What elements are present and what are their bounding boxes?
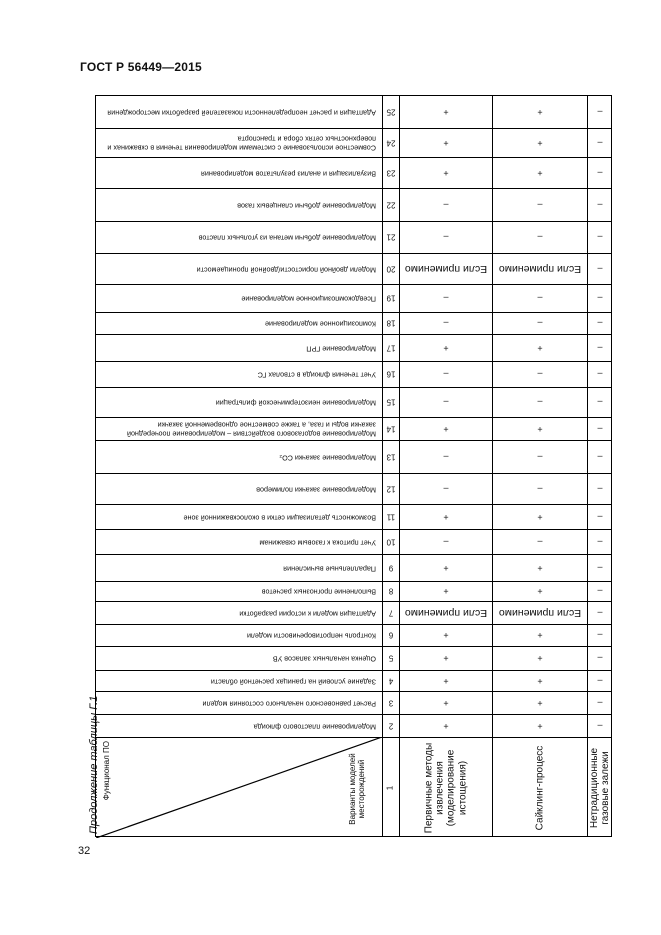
feature-text: Моделирование водогазового воздействия – моделирование поочередной закачки воды и газа, а также совместное одновременной закачки — [126, 420, 376, 439]
table-row-value — [587, 691, 613, 714]
value-text: + — [536, 342, 543, 353]
table-row-value — [492, 284, 587, 312]
value-text: + — [536, 511, 543, 522]
table-row-feature — [96, 624, 382, 646]
table-row-number — [382, 646, 399, 670]
table-row-feature — [96, 157, 382, 188]
table-row-value — [399, 504, 492, 529]
table-row-value — [587, 361, 613, 387]
value-text: + — [442, 342, 449, 353]
feature-text: Контроль непротиворечивости модели — [246, 631, 376, 641]
value-text: – — [442, 199, 449, 210]
table-row-value — [587, 714, 613, 737]
value-text: – — [442, 483, 449, 494]
table-row-value — [399, 334, 492, 361]
value-text: – — [597, 653, 603, 663]
table-row-number — [382, 334, 399, 361]
table-row-value — [399, 96, 492, 128]
table-row-value — [399, 529, 492, 554]
value-text: – — [597, 397, 603, 407]
value-text: – — [597, 697, 603, 708]
table-row-value — [587, 157, 613, 188]
table-row-value — [587, 440, 613, 473]
row-number-text: 12 — [386, 484, 395, 493]
row-number-text: 5 — [388, 653, 393, 663]
feature-text: Совместное использование с системами моделирования течения в скважинах и поверхностных сетях сбора и транспорта — [107, 134, 376, 153]
value-text: + — [442, 630, 449, 640]
table-row-number — [382, 504, 399, 529]
value-text: – — [597, 536, 603, 547]
table-row-number — [382, 473, 399, 504]
value-text: + — [536, 653, 543, 663]
value-text: Если применимо — [404, 606, 487, 619]
value-text: + — [442, 586, 449, 596]
table-row-value — [399, 646, 492, 670]
value-text: – — [597, 720, 603, 731]
table-row-number — [382, 284, 399, 312]
table-row-value — [492, 253, 587, 284]
row-number-text: 10 — [386, 537, 395, 546]
row-number-text: 24 — [386, 138, 395, 147]
table-row-value — [587, 387, 613, 417]
value-text: – — [536, 199, 543, 210]
value-text: + — [536, 137, 543, 148]
table-row-value — [399, 554, 492, 581]
value-text: + — [442, 107, 449, 117]
table-row-number — [382, 417, 399, 440]
value-text: + — [442, 697, 449, 708]
feature-text: Модели двойной пористости/двойной проницаемости — [196, 264, 376, 274]
row-number-text: 16 — [386, 369, 395, 379]
table-row-feature — [96, 691, 382, 714]
value-text: – — [536, 232, 543, 242]
table-row-value — [492, 221, 587, 253]
table-row-value — [587, 624, 613, 646]
row-number-text: 20 — [386, 264, 395, 273]
table-row-value — [492, 334, 587, 361]
value-text: + — [442, 562, 449, 573]
table-row-value — [492, 581, 587, 601]
table-row-number — [382, 624, 399, 646]
table-row-value — [587, 601, 613, 624]
value-text: – — [442, 397, 449, 407]
value-text: – — [442, 232, 449, 242]
table-row-value — [492, 473, 587, 504]
table-row-value — [587, 128, 613, 157]
table-row-number — [382, 221, 399, 253]
corner-top-label: Функционал ПО — [102, 741, 111, 801]
feature-text: Моделирование неизотермической фильтрации — [215, 398, 376, 408]
row-number-text: 7 — [388, 608, 393, 617]
row-number-text: 8 — [388, 586, 393, 596]
row-number-text: 2 — [388, 721, 393, 730]
value-text: + — [442, 675, 449, 686]
table-row-value — [587, 312, 613, 334]
table-row-value — [399, 473, 492, 504]
row-number-text: 18 — [386, 318, 395, 328]
table-row-number — [382, 714, 399, 737]
table-row-value — [492, 188, 587, 221]
table-row-value — [492, 504, 587, 529]
table-row-feature — [96, 417, 382, 440]
table-row-number — [382, 253, 399, 284]
feature-text: Учет притока к газовым скважинам — [259, 537, 376, 547]
table-row-value — [399, 691, 492, 714]
value-text: – — [597, 607, 603, 618]
table-row-feature — [96, 601, 382, 624]
value-text: – — [597, 318, 603, 328]
column-header — [399, 737, 492, 838]
table-row-value — [587, 221, 613, 253]
table-row-value — [399, 440, 492, 473]
table-row-value — [587, 188, 613, 221]
feature-text: Учет течения флюида в стволах ГС — [257, 370, 376, 380]
value-text: – — [597, 263, 603, 274]
row-number-text: 15 — [386, 397, 395, 407]
value-text: – — [536, 318, 543, 328]
table-row-number — [382, 670, 399, 691]
value-text: – — [442, 369, 449, 379]
table-row-number — [382, 601, 399, 624]
value-text: – — [536, 483, 543, 494]
table-row-value — [399, 581, 492, 601]
feature-text: Композиционное моделирование — [265, 319, 376, 329]
table-row-value — [492, 417, 587, 440]
feature-text: Задание условий на границах расчетной области — [210, 676, 376, 686]
table-row-feature — [96, 253, 382, 284]
table-row-feature — [96, 554, 382, 581]
table-row-value — [587, 554, 613, 581]
row-number-text: 9 — [388, 563, 393, 572]
table-row-value — [587, 646, 613, 670]
table-row-value — [399, 387, 492, 417]
row-number-text: 21 — [386, 232, 395, 242]
table-row-value — [399, 312, 492, 334]
table-row-value — [492, 670, 587, 691]
value-text: – — [597, 137, 603, 148]
feature-text: Расчет равновесного начального состояния модели — [202, 698, 376, 708]
table-row-number — [382, 529, 399, 554]
table-row-value — [492, 312, 587, 334]
table-row-feature — [96, 581, 382, 601]
feature-text: Моделирование пластового флюида — [253, 721, 376, 731]
feature-text: Оценка начальных запасов УВ — [272, 654, 376, 664]
table-caption: Продолжение таблицы Г.1 — [88, 695, 100, 834]
row-number-text: 19 — [386, 293, 395, 303]
table-row-number — [382, 691, 399, 714]
row-number-text: 13 — [386, 452, 395, 461]
table-row-value — [399, 253, 492, 284]
table-row-value — [399, 714, 492, 737]
table-row-feature — [96, 504, 382, 529]
value-text: + — [536, 167, 543, 178]
value-text: + — [536, 586, 543, 596]
table-row-value — [492, 691, 587, 714]
value-text: – — [536, 369, 543, 379]
value-text: – — [442, 293, 449, 303]
value-text: – — [597, 423, 603, 434]
feature-text: Адаптация модели к истории разработки — [239, 608, 376, 618]
table-row-feature — [96, 714, 382, 737]
value-text: + — [536, 423, 543, 434]
table-row-number — [382, 554, 399, 581]
value-text: – — [597, 675, 603, 686]
value-text: – — [597, 107, 603, 117]
table-row-number — [382, 440, 399, 473]
value-text: – — [597, 586, 603, 596]
table-row-value — [492, 554, 587, 581]
table-row-feature — [96, 440, 382, 473]
table-row-feature — [96, 529, 382, 554]
table-row-feature — [96, 670, 382, 691]
table-row-value — [587, 417, 613, 440]
value-text: – — [536, 451, 543, 462]
table-row-feature — [96, 188, 382, 221]
row-number-text: 23 — [386, 168, 395, 177]
row-number-text: 11 — [386, 512, 395, 521]
row-number-text: 25 — [386, 107, 395, 117]
row-number-text: 22 — [386, 200, 395, 209]
corner-bottom-label: Варианты моделей месторождений — [348, 753, 367, 825]
value-text: – — [597, 293, 603, 303]
table-row-feature — [96, 387, 382, 417]
feature-text: Моделирование закачки CO₂ — [279, 452, 376, 462]
value-text: – — [442, 451, 449, 462]
column-header-text: Нетрадиционные газовые залежи — [588, 747, 611, 828]
table-row-value — [492, 624, 587, 646]
value-text: – — [597, 483, 603, 494]
feature-text: Моделирование закачки полимеров — [256, 484, 376, 494]
value-text: – — [597, 199, 603, 210]
row-number-text: 17 — [386, 343, 395, 352]
row-number-text: 6 — [388, 630, 393, 640]
table-row-number — [382, 157, 399, 188]
table-row-value — [587, 253, 613, 284]
row-number-text: 14 — [386, 424, 395, 433]
value-text: Если применимо — [404, 262, 487, 275]
table-row-value — [399, 670, 492, 691]
table-row-value — [399, 601, 492, 624]
table-row-value — [587, 473, 613, 504]
value-text: + — [442, 511, 449, 522]
feature-text: Моделирование ГРП — [306, 343, 376, 353]
value-text: + — [536, 697, 543, 708]
value-text: – — [536, 397, 543, 407]
table-row-value — [399, 221, 492, 253]
table-row-value — [399, 157, 492, 188]
value-text: – — [597, 511, 603, 522]
feature-text: Псевдокомпозиционное моделирование — [241, 294, 376, 304]
table-row-value — [587, 670, 613, 691]
value-text: – — [597, 342, 603, 353]
feature-text: Моделирование добычи метана из угольных пластов — [198, 233, 376, 243]
value-text: + — [536, 675, 543, 686]
table-row-value — [492, 529, 587, 554]
value-text: – — [597, 562, 603, 573]
table-row-value — [492, 361, 587, 387]
value-text: Если применимо — [498, 606, 581, 619]
feature-text: Выполнение прогнозных расчетов — [261, 587, 376, 597]
table-row-value — [587, 581, 613, 601]
table-row-value — [587, 284, 613, 312]
table-row-value — [492, 96, 587, 128]
feature-text: Адаптация и расчет неопределенности показателей разработки месторождения — [107, 108, 376, 118]
table-row-number — [382, 581, 399, 601]
page-number: 32 — [78, 845, 91, 857]
column-header-text: Первичные методы извлечения (моделирование истощения) — [423, 742, 468, 833]
table-row-value — [587, 504, 613, 529]
table-row-value — [399, 361, 492, 387]
column-header — [492, 737, 587, 838]
table-row-number — [382, 387, 399, 417]
value-text: + — [442, 653, 449, 663]
table-row-value — [399, 284, 492, 312]
row-number-text: 4 — [388, 676, 393, 685]
value-text: + — [442, 167, 449, 178]
table-row-feature — [96, 361, 382, 387]
header-number-text: 1 — [385, 785, 395, 790]
table-row-feature — [96, 646, 382, 670]
value-text: + — [442, 137, 449, 148]
table-row-feature — [96, 334, 382, 361]
table-row-feature — [96, 128, 382, 157]
feature-text: Возможность детализации сетки в околоскважинной зоне — [183, 512, 376, 522]
feature-text: Визуализация и анализ результатов моделирования — [200, 168, 376, 178]
table-row-feature — [96, 284, 382, 312]
table-row-value — [399, 128, 492, 157]
feature-text: Моделирование добычи сланцевых газов — [237, 200, 376, 210]
table-row-value — [399, 188, 492, 221]
table-row-value — [587, 529, 613, 554]
value-text: – — [597, 451, 603, 462]
table-row-number — [382, 96, 399, 128]
table-row-value — [587, 334, 613, 361]
column-header-text: Сайклинг-процесс — [533, 745, 545, 830]
value-text: + — [536, 107, 543, 117]
page-header: ГОСТ Р 56449—2015 — [80, 60, 202, 74]
diagonal-line — [96, 737, 382, 838]
table-row-value — [399, 417, 492, 440]
table-row-value — [492, 387, 587, 417]
feature-text: Параллельные вычисления — [283, 563, 376, 573]
value-text: – — [597, 630, 603, 640]
table-row-value — [492, 646, 587, 670]
table-row-value — [492, 157, 587, 188]
table-row-feature — [96, 221, 382, 253]
table-row-number — [382, 188, 399, 221]
value-text: Если применимо — [498, 262, 581, 275]
table-row-number — [382, 312, 399, 334]
data-table — [95, 95, 612, 837]
table-row-value — [399, 624, 492, 646]
value-text: + — [536, 720, 543, 731]
value-text: – — [597, 167, 603, 178]
value-text: – — [597, 369, 603, 379]
value-text: – — [442, 536, 449, 547]
table-row-value — [492, 714, 587, 737]
value-text: – — [536, 293, 543, 303]
table-row-number — [382, 361, 399, 387]
value-text: + — [442, 720, 449, 731]
table-row-feature — [96, 312, 382, 334]
row-number-text: 3 — [388, 698, 393, 707]
table-row-number — [382, 128, 399, 157]
value-text: + — [536, 630, 543, 640]
table-row-feature — [96, 473, 382, 504]
corner-cell — [96, 737, 382, 838]
value-text: + — [536, 562, 543, 573]
table-row-value — [492, 128, 587, 157]
table-row-feature — [96, 96, 382, 128]
header-number-cell — [382, 737, 399, 838]
value-text: – — [442, 318, 449, 328]
table-row-value — [492, 601, 587, 624]
corner-diagonal — [96, 737, 382, 838]
value-text: – — [597, 232, 603, 242]
table-row-value — [587, 96, 613, 128]
value-text: – — [536, 536, 543, 547]
column-header — [587, 737, 613, 838]
value-text: + — [442, 423, 449, 434]
table-row-value — [492, 440, 587, 473]
